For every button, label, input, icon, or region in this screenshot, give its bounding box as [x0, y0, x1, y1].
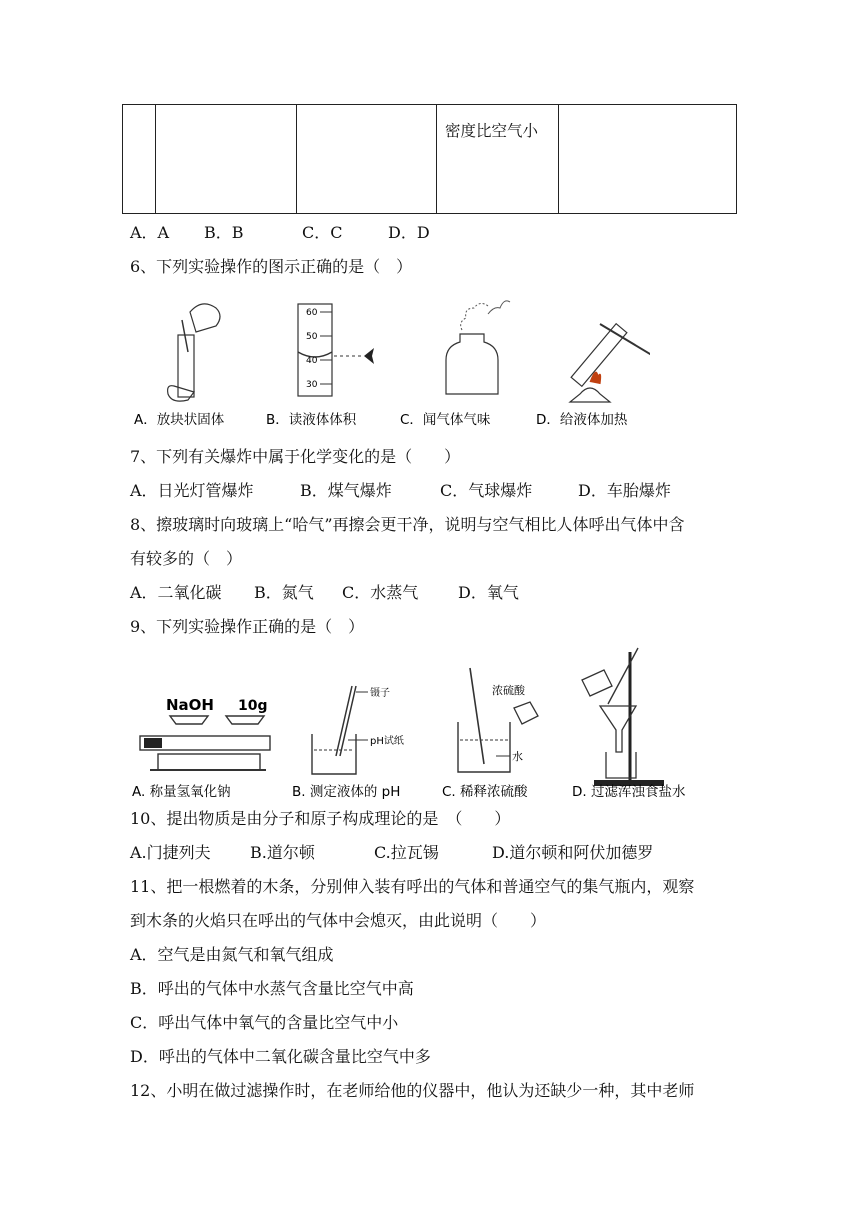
heating-illustration	[570, 324, 650, 402]
answer-table	[122, 104, 737, 214]
option-b[interactable]: B.道尔顿	[250, 843, 315, 862]
tick-label: 30	[306, 380, 318, 390]
q11-stem-line1: 11、把一根燃着的木条，分别伸入装有呼出的气体和普通空气的集气瓶内，观察	[130, 877, 695, 896]
q12-stem: 12、小明在做过滤操作时，在老师给他的仪器中，他认为还缺少一种，其中老师	[130, 1081, 695, 1100]
q6-caption-b: B．读液体体积	[266, 412, 357, 428]
option-d[interactable]: D．氧气	[458, 583, 519, 602]
ph-paper-label: pH试纸	[370, 736, 404, 747]
q11-option-a[interactable]: A．空气是由氮气和氧气组成	[130, 945, 334, 964]
q6-caption-c: C．闻气体气味	[400, 412, 491, 428]
q9-caption-c: C. 稀释浓硫酸	[442, 784, 528, 800]
q8-stem-line1: 8、擦玻璃时向玻璃上“哈气”再擦会更干净，说明与空气相比人体呼出气体中含	[130, 515, 685, 534]
option-d[interactable]: D.道尔顿和阿伏加德罗	[492, 843, 654, 862]
bottle-smell-illustration	[446, 301, 510, 394]
tweezers-label: 镊子	[370, 688, 390, 699]
table-cell	[156, 105, 297, 214]
mass-label: 10g	[238, 698, 268, 714]
table-cell	[297, 105, 437, 214]
option-d[interactable]: D．D	[388, 223, 430, 242]
table-cell	[123, 105, 156, 214]
option-d[interactable]: D．车胎爆炸	[578, 481, 671, 500]
filtration-illustration	[582, 648, 664, 786]
table-cell	[559, 105, 737, 214]
q6-figure	[130, 290, 650, 438]
q8-options	[130, 582, 519, 604]
q11-option-c[interactable]: C．呼出气体中氧气的含量比空气中小	[130, 1013, 399, 1032]
acid-label: 浓硫酸	[492, 684, 525, 697]
q9-figure	[130, 644, 710, 804]
q8-stem-line2: 有较多的（ ）	[130, 549, 243, 568]
q9-caption-d: D. 过滤浑浊食盐水	[572, 784, 686, 800]
option-c[interactable]: C．水蒸气	[342, 583, 419, 602]
q9-caption-a: A. 称量氢氧化钠	[132, 784, 231, 800]
q9-stem: 9、下列实验操作正确的是（ ）	[130, 617, 365, 636]
tick-label: 50	[306, 332, 318, 342]
balance-illustration	[140, 696, 270, 770]
option-a[interactable]: A．日光灯管爆炸	[130, 481, 254, 500]
option-c[interactable]: C．C	[302, 223, 343, 242]
option-a[interactable]: A.门捷列夫	[130, 843, 211, 862]
eye-icon	[364, 348, 374, 364]
ph-test-illustration	[312, 686, 404, 774]
option-b[interactable]: B．煤气爆炸	[300, 481, 392, 500]
dilution-illustration	[458, 668, 538, 772]
q9-caption-b: B. 测定液体的 pH	[292, 784, 401, 800]
option-b[interactable]: B．B	[204, 223, 244, 242]
q11-stem-line2: 到木条的火焰只在呼出的气体中会熄灭，由此说明（ ）	[130, 911, 547, 930]
table-cell-density: 密度比空气小	[437, 105, 559, 214]
q5-options	[130, 222, 430, 244]
q6-caption-a: A．放块状固体	[134, 412, 225, 428]
q11-option-b[interactable]: B．呼出的气体中水蒸气含量比空气中高	[130, 979, 414, 998]
tick-label: 40	[306, 356, 318, 366]
q10-stem: 10、提出物质是由分子和原子构成理论的是 （ ）	[130, 809, 511, 828]
q6-caption-d: D．给液体加热	[536, 412, 628, 428]
option-c[interactable]: C．气球爆炸	[440, 481, 533, 500]
option-c[interactable]: C.拉瓦锡	[374, 843, 439, 862]
water-label: 水	[512, 750, 523, 763]
q10-options	[130, 842, 653, 864]
q7-options	[130, 480, 671, 502]
q11-option-d[interactable]: D．呼出的气体中二氧化碳含量比空气中多	[130, 1047, 431, 1066]
tick-label: 60	[306, 308, 318, 318]
option-b[interactable]: B．氮气	[254, 583, 314, 602]
q7-stem: 7、下列有关爆炸中属于化学变化的是（ ）	[130, 447, 461, 466]
naoh-label: NaOH	[166, 696, 214, 714]
tube-solid-illustration	[168, 304, 220, 401]
option-a[interactable]: A．二氧化碳	[130, 583, 222, 602]
q6-stem: 6、下列实验操作的图示正确的是（ ）	[130, 257, 413, 276]
cylinder-reading-illustration	[298, 304, 374, 396]
option-a[interactable]: A．A	[130, 223, 170, 242]
